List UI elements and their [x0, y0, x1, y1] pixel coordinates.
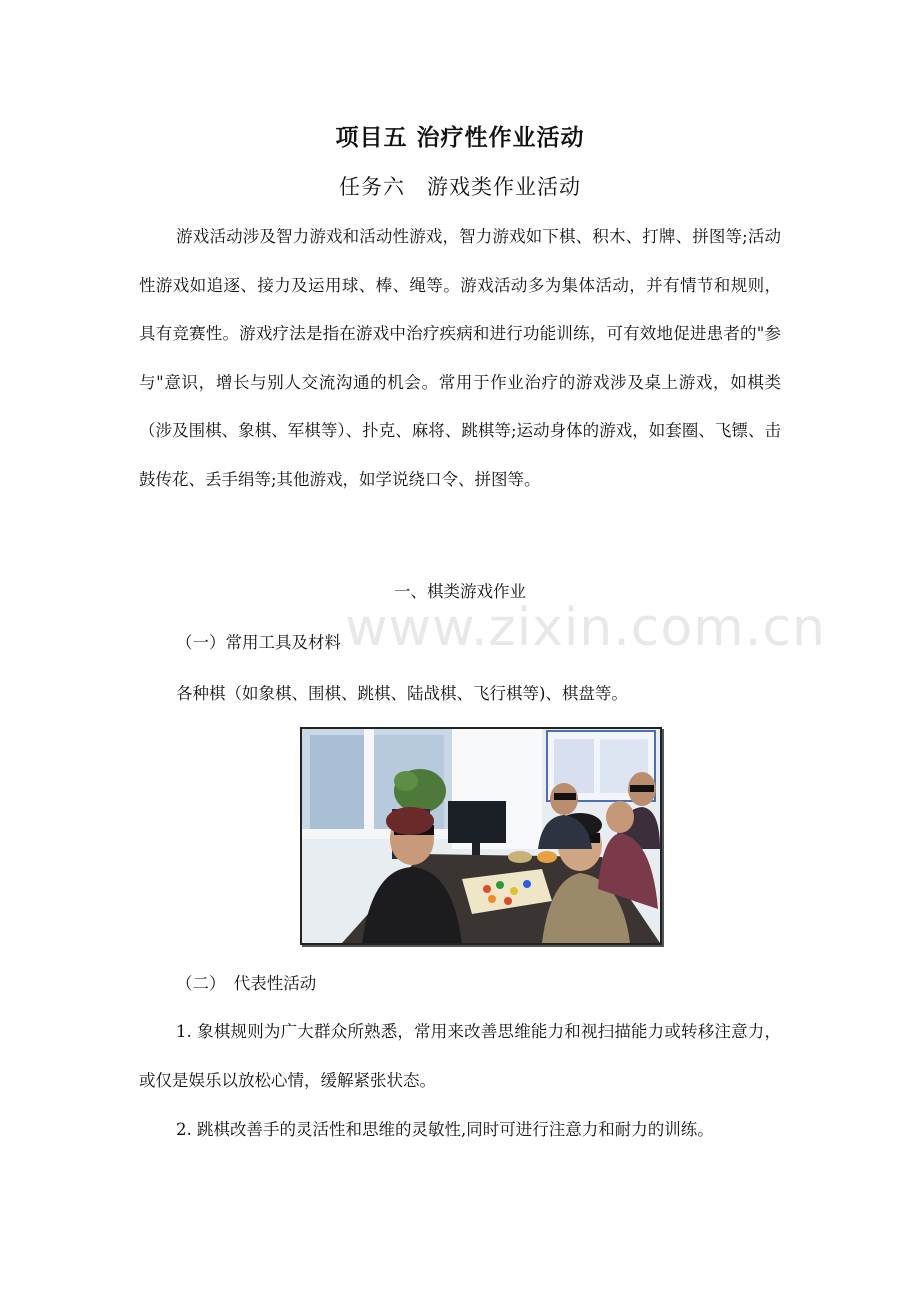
page-title: 项目五 治疗性作业活动 — [335, 124, 585, 151]
section-heading: 一、棋类游戏作业 — [394, 582, 526, 601]
intro-paragraph — [139, 213, 781, 504]
intro-paragraph-text: 游戏活动涉及智力游戏和活动性游戏，智力游戏如下棋、积木、打牌、拼图等;活动性游戏如追逐、接力及运用球、棒、绳等。游戏活动多为集体活动，并有情节和规则，具有竞赛性。游戏疗法是指在游戏中治疗疾病和进行功能训练，可有效地促进患者的"参与"意识，增长与别人交流沟通的机会。常用于作业治疗的游戏涉及桌上游戏，如棋类（涉及围棋、象棋、军棋等）、扑克、麻将、跳棋等;运动身体的游戏，如套圈、飞镖、击鼓传花、丢手绢等;其他游戏，如学说绕口令、拼图等。 — [139, 227, 781, 489]
tools-description: 各种棋（如象棋、围棋、跳棋、陆战棋、飞行棋等)、棋盘等。 — [176, 684, 628, 703]
activity-item-1-text: 1. 象棋规则为广大群众所熟悉，常用来改善思维能力和视扫描能力或转移注意力，或仅是娱乐以放松心情，缓解紧张状态。 — [139, 1022, 781, 1090]
subsection-heading-activities: （二） 代表性活动 — [176, 974, 317, 993]
watermark-text: www.zixin.com.cn — [345, 598, 826, 658]
board-game-photo-illustration — [302, 729, 660, 943]
subsection-heading-tools: （一）常用工具及材料 — [176, 633, 341, 652]
page-subtitle: 任务六 游戏类作业活动 — [339, 175, 581, 199]
activity-item-2-text: 2. 跳棋改善手的灵活性和思维的灵敏性,同时可进行注意力和耐力的训练。 — [176, 1120, 714, 1139]
board-game-photo — [300, 727, 662, 945]
activity-item-2 — [139, 1106, 781, 1155]
activity-item-1 — [139, 1008, 781, 1105]
